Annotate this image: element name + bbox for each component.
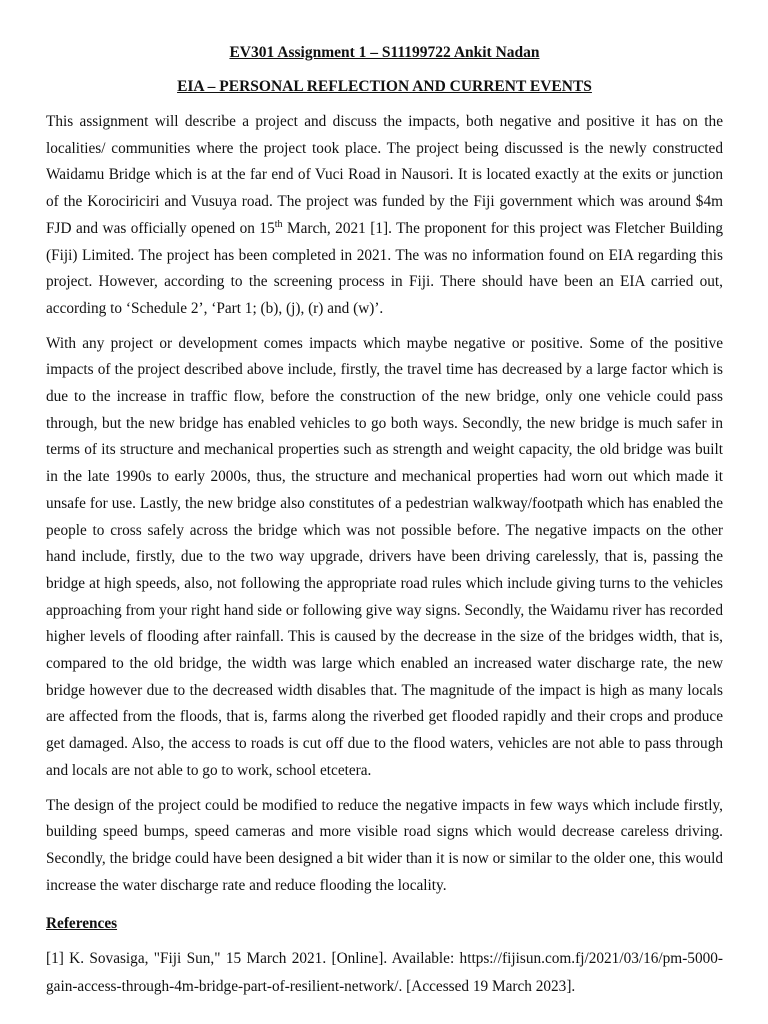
ordinal-superscript: th	[274, 218, 283, 230]
paragraph-impacts: With any project or development comes impacts which maybe negative or positive. Some of the positive impacts of the project described above include, firstly, the travel time has decreased by a large factor which is due to the increase in traffic flow, before the construction of the new bridge, only one vehicle could pass through, but the new bridge has enabled vehicles to go both ways. Secondly, the new bridge is much safer in terms of its structure and mechanical properties such as strength and weight capacity, the old bridge was built in the late 1990s to early 2000s, thus, the structure and mechanical properties had worn out which made it unsafe for use. Lastly, the new bridge also constitutes of a pedestrian walkway/footpath which has enabled the people to cross safely across the bridge which was not possible before. The negative impacts on the other hand include, firstly, due to the two way upgrade, drivers have been driving carelessly, that is, passing the bridge at high speeds, also, not following the appropriate road rules which include giving turns to the vehicles approaching from your right hand side or following give way signs. Secondly, the Waidamu river has recorded higher levels of flooding after rainfall. This is caused by the decrease in the size of the bridges width, that is, compared to the old bridge, the width was large which enabled an increased water discharge rate, the new bridge however due to the decreased width disables that. The magnitude of the impact is high as many locals are affected from the floods, that is, farms along the riverbed get flooded rapidly and their crops and produce get damaged. Also, the access to roads is cut off due to the flood waters, vehicles are not able to pass through and locals are not able to go to work, school etcetera.	[46, 334, 723, 779]
paragraph-introduction	[46, 109, 723, 323]
reference-item: [1] K. Sovasiga, "Fiji Sun," 15 March 2021. [Online]. Available: https://fijisun.com.fj/2021/03/16/pm-5000-gain-access-through-4m-bridge-part-of-resilient-network/. [Accessed 19 March 2023].	[46, 950, 723, 996]
paragraph-design-modifications: The design of the project could be modified to reduce the negative impacts in few ways which include firstly, building speed bumps, speed cameras and more visible road signs which would decrease careless driving. Secondly, the bridge could have been designed a bit wider than it is now or similar to the older one, this would increase the water discharge rate and reduce flooding the locality.	[46, 796, 723, 894]
references-heading: References	[46, 915, 118, 933]
document-title: EV301 Assignment 1 – S11199722 Ankit Nadan	[229, 44, 540, 61]
document-page	[46, 43, 723, 1001]
paragraph-introduction-text-b: March, 2021 [1]. The proponent for this project was Fletcher Building (Fiji) Limited. The project has been completed in 2021. The was no information found on EIA regarding this project. However, according to the screening process in Fiji. There should have been an EIA carried out, according to ‘Schedule 2’, ‘Part 1; (b), (j), (r) and (w)’.	[46, 219, 723, 317]
paragraph-introduction-text-a: This assignment will describe a project and discuss the impacts, both negative and positive it has on the localities/ communities where the project took place. The project being discussed is the newly constructed Waidamu Bridge which is at the far end of Vuci Road in Nausori. It is located exactly at the exits or junction of the Korociriciri and Vusuya road. The project was funded by the Fiji government which was around $4m FJD and was officially opened on 15	[46, 113, 723, 237]
document-subtitle: EIA – PERSONAL REFLECTION AND CURRENT EVENTS	[177, 78, 592, 95]
